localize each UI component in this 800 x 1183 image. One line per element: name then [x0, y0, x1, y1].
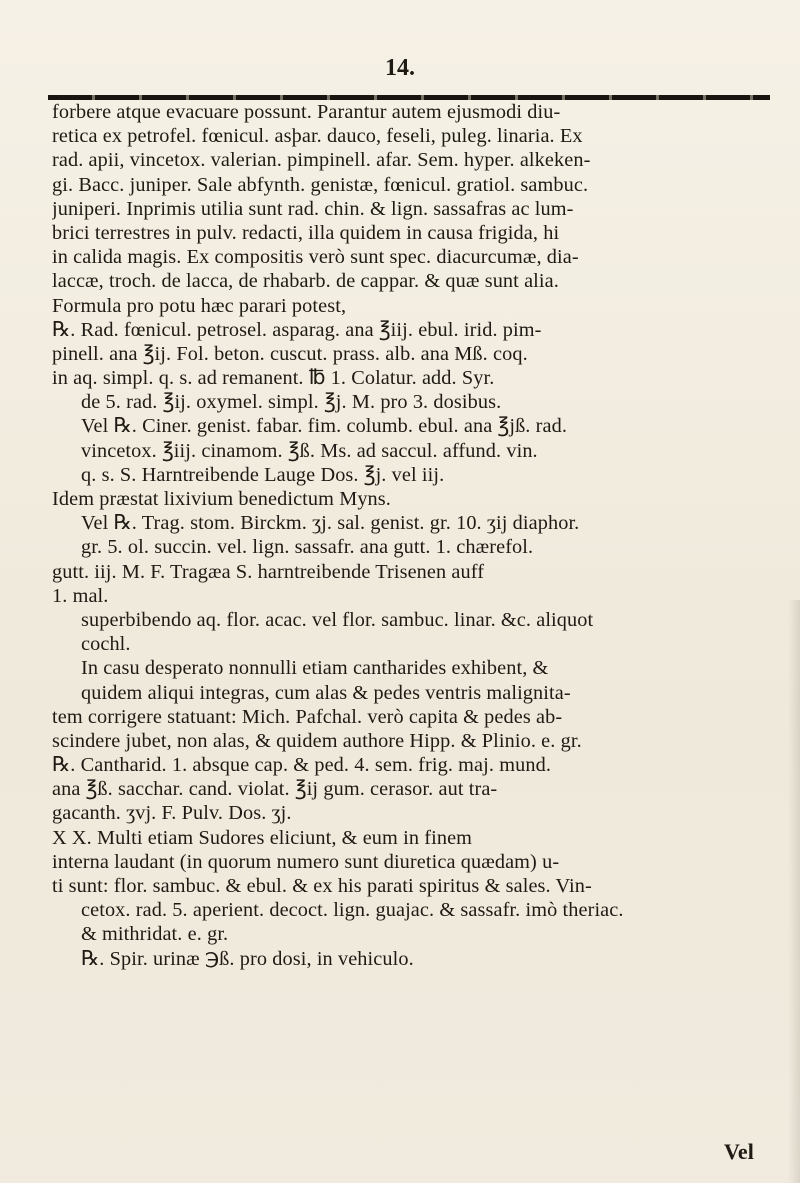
text-line: tem corrigere statuant: Mich. Pafchal. verò capita & pedes ab- [52, 705, 563, 728]
text-line: forbere atque evacuare possunt. Parantur autem ejusmodi diu- [52, 101, 561, 123]
text-line: gutt. iij. M. F. Tragæa S. harntreibende Trisenen auff [52, 560, 485, 583]
text-line: & mithridat. e. gr. [81, 923, 229, 946]
text-line: Vel ℞. Trag. stom. Birckm. ʒj. sal. genist. gr. 10. ʒij diaphor. [81, 512, 580, 535]
text-line: q. s. S. Harntreibende Lauge Dos. ℥j. vel iij. [81, 463, 445, 486]
text-line: brici terrestres in pulv. redacti, illa quidem in causa frigida, hi [52, 221, 560, 244]
text-line [52, 1092, 766, 1116]
text-line: 1. mal. [52, 584, 109, 607]
text-line: rad. apii, vincetox. valerian. pimpinell. afar. Sem. hyper. alkeken- [52, 149, 591, 172]
text-line: vincetox. ℥iij. cinamom. ℥ß. Ms. ad saccul. affund. vin. [81, 439, 538, 462]
text-line: cochl. [81, 633, 131, 656]
text-line: X X. Multi etiam Sudores eliciunt, & eum in finem [52, 826, 473, 849]
text-line: superbibendo aq. flor. acac. vel flor. sambuc. linar. &c. aliquot [81, 608, 594, 631]
text-line: interna laudant (in quorum numero sunt diuretica quædam) u- [52, 850, 560, 873]
text-line: ℞. Cantharid. 1. absque cap. & ped. 4. sem. frig. maj. mund. [52, 754, 551, 777]
page-number: 14. [385, 55, 415, 81]
text-line: de 5. rad. ℥ij. oxymel. simpl. ℥j. M. pro 3. dosibus. [81, 391, 502, 414]
text-line: ti sunt: flor. sambuc. & ebul. & ex his parati spiritus & sales. Vin- [52, 875, 592, 897]
text-line: cetox. rad. 5. aperient. decoct. lign. guajac. & sassafr. imò theriac. [81, 899, 624, 922]
page-edge-shadow [788, 600, 800, 1183]
text-line: Idem præstat lixivium benedictum Myns. [52, 488, 391, 510]
text-line: Formula pro potu hæc parari potest, [52, 294, 347, 317]
catchword: Vel [723, 1140, 754, 1165]
text-line [52, 1043, 766, 1067]
text-line: In casu desperato nonnulli etiam cantharides exhibent, & [81, 657, 549, 680]
text-line: Vel ℞. Ciner. genist. fabar. fim. columb. ebul. ana ℥jß. rad. [81, 415, 568, 438]
text-line: in calida magis. Ex compositis verò sunt spec. diacurcumæ, dia- [52, 246, 579, 269]
text-line: pinell. ana ℥ij. Fol. beton. cuscut. prass. alb. ana Mß. coq. [52, 342, 528, 365]
text-line [52, 1019, 766, 1043]
text-line: ℞. Rad. fœnicul. petrosel. asparag. ana ℥iij. ebul. irid. pim- [52, 318, 542, 341]
text-line [52, 971, 766, 995]
text-line: scindere jubet, non alas, & quidem authore Hipp. & Plinio. e. gr. [52, 729, 582, 752]
text-line [52, 1068, 766, 1092]
text-line: gi. Bacc. juniper. Sale abfynth. genistæ, fœnicul. gratiol. sambuc. [52, 173, 589, 196]
text-line: retica ex petrofel. fœnicul. asþar. dauco, feseli, puleg. linaria. Ex [52, 125, 583, 148]
text-line: ana ℥ß. sacchar. cand. violat. ℥ij gum. cerasor. aut tra- [52, 778, 498, 801]
text-line: laccæ, troch. de lacca, de rhabarb. de cappar. & quæ sunt alia. [52, 270, 559, 293]
text-line: in aq. simpl. q. s. ad remanent. ℔ 1. Colatur. add. Syr. [52, 367, 495, 390]
body-text [52, 100, 766, 1164]
text-line: juniperi. Inprimis utilia sunt rad. chin. & lign. sassafras ac lum- [52, 197, 574, 220]
text-line: gr. 5. ol. succin. vel. lign. sassafr. ana gutt. 1. chærefol. [81, 536, 534, 559]
text-line [52, 1116, 766, 1140]
text-line: gacanth. ʒvj. F. Pulv. Dos. ʒj. [52, 802, 292, 825]
text-line: ℞. Spir. urinæ ℈ß. pro dosi, in vehiculo. [81, 947, 414, 970]
text-line [52, 995, 766, 1019]
text-line: quidem aliqui integras, cum alas & pedes ventris malignita- [81, 681, 571, 704]
